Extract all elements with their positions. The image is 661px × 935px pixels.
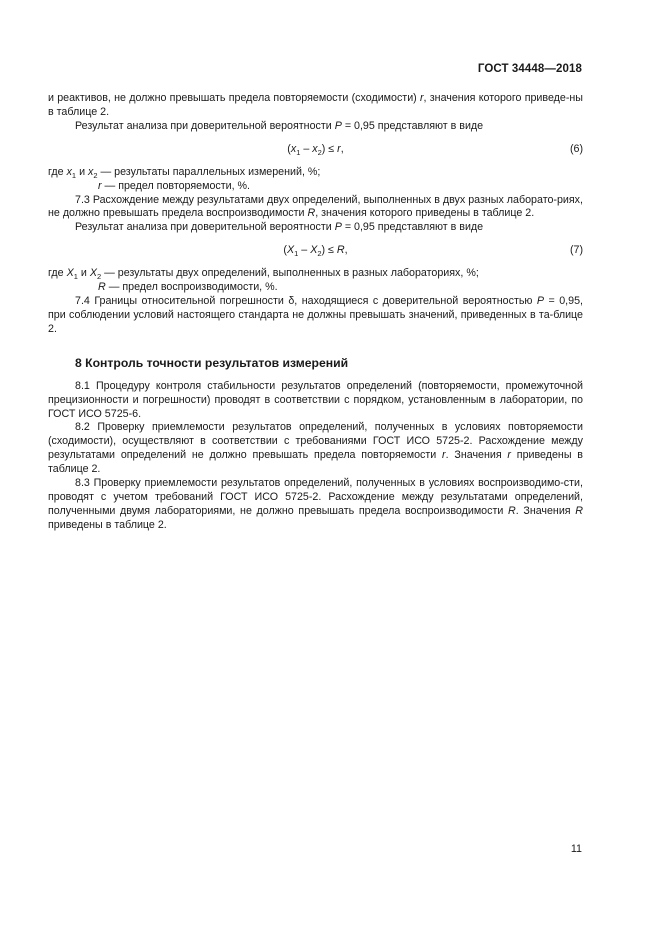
text: и [76, 165, 89, 178]
text: 7.4 Границы относительной погрешности δ, находящиеся с доверительной вероятностью [75, 295, 537, 308]
where-7-line-1 [48, 267, 583, 281]
symbol-p: P [334, 119, 342, 132]
text: – [298, 244, 311, 257]
where-6-line-2 [98, 180, 583, 194]
symbol-R: R [307, 207, 316, 220]
paragraph-7-3 [48, 194, 583, 222]
where-6-line-1 [48, 166, 583, 180]
text: Результат анализа при доверительной вероятности [75, 221, 335, 234]
text: приведены в таблице 2. [48, 449, 583, 476]
text: = 0,95, при соблюдении условий настоящего стандарта не должны превышать значений, приведенных в та-блице 2. [48, 295, 583, 335]
paragraph-continuation [48, 92, 583, 120]
text: . Значения [445, 449, 508, 462]
text: 8.2 Проверку приемлемости результатов определений, полученных в условиях повторяемости (сходимости), осуществляют в соответствии с требованиями ГОСТ ИСО 5725-2. Расхождение между результатами определений не должно превышать предела повторяемости [48, 421, 583, 462]
symbol-r: r [98, 179, 102, 192]
paragraph-result-repeatability [48, 120, 583, 134]
paragraph-8-3 [48, 477, 583, 533]
text: — результаты параллельных измерений, %; [97, 165, 321, 178]
symbol-X: X [89, 267, 97, 280]
subscript: 1 [73, 272, 78, 282]
symbol-r: r [337, 142, 341, 155]
symbol-r: r [419, 92, 424, 104]
text: приведены в таблице 2. [48, 518, 167, 531]
standard-number: ГОСТ 34448—2018 [477, 63, 582, 75]
text: ) ≤ [321, 142, 338, 155]
text: — предел воспроизводимости, %. [105, 281, 278, 294]
symbol-r: r [507, 449, 511, 462]
paragraph-8-2 [48, 421, 583, 477]
section-8-heading: 8 Контроль точности результатов измерений [75, 355, 349, 370]
subscript: 2 [93, 170, 98, 180]
paragraph-8-1: 8.1 Процедуру контроля стабильности результатов определений (повторяемости, промежуточной прецизионности и погрешности) проводят в соответствии с порядком, установленным в лаборатории, по ГОСТ ИСО 5725-6. [48, 379, 583, 420]
text: и реактивов, не должно превышать предела повторяемости (сходимости) [48, 92, 420, 104]
text: = 0,95 представляют в виде [341, 221, 484, 234]
symbol-R: R [336, 244, 345, 257]
text: и [77, 267, 90, 280]
subscript: 2 [317, 147, 322, 157]
symbol-R: R [575, 504, 583, 517]
symbol-X: X [310, 244, 318, 257]
symbol-x: x [290, 142, 297, 155]
text: — предел повторяемости, %. [101, 179, 251, 192]
formula-7 [48, 244, 583, 258]
text: где [48, 165, 67, 178]
symbol-p: P [334, 221, 342, 234]
paragraph-result-reproducibility [48, 221, 583, 235]
symbol-x: x [66, 165, 72, 178]
where-7-line-2 [98, 281, 583, 295]
subscript: 1 [294, 249, 299, 259]
symbol-X: X [66, 267, 74, 280]
text: , значения которого приведе-ны в таблице 2. [48, 92, 583, 118]
text: 8.3 Проверку приемлемости результатов определений, полученных в условиях воспроизводимо-сти, проводят с учетом требований ГОСТ ИСО 5725-2. Расхождение между результатами определений, полученными двумя лабораториями, не должно превышать предела воспроизводимости [48, 477, 583, 517]
text: – [300, 142, 313, 155]
symbol-r: r [442, 449, 446, 462]
text: , [344, 244, 348, 257]
formula-7-expression [48, 244, 583, 258]
page-number: 11 [570, 843, 582, 855]
formula-6-expression [48, 143, 583, 157]
text: . Значения [515, 504, 576, 517]
formula-7-number: (7) [569, 244, 583, 257]
symbol-p: P [536, 295, 545, 308]
formula-6-number: (6) [569, 142, 583, 155]
text: где [48, 267, 67, 280]
symbol-x: x [312, 142, 318, 155]
text: 7.3 Расхождение между результатами двух определений, выполненных в двух разных лаборато-риях, не должно превышать предела воспроизводимости [48, 193, 583, 220]
paragraph-7-4 [48, 295, 583, 337]
text: — результаты двух определений, выполненных в разных лабораториях, %; [101, 267, 479, 280]
text: ( [283, 244, 287, 257]
symbol-R: R [98, 281, 106, 294]
text: , значения которого приведены в таблице 2. [315, 207, 535, 220]
text: = 0,95 представляют в виде [341, 119, 484, 132]
text: Результат анализа при доверительной вероятности [75, 119, 335, 132]
text: ( [287, 142, 291, 155]
page-content [48, 92, 583, 533]
symbol-R: R [508, 504, 516, 517]
subscript: 2 [96, 272, 102, 282]
subscript: 1 [71, 170, 77, 180]
symbol-x: x [88, 165, 94, 178]
text: , [340, 142, 344, 155]
symbol-X: X [286, 244, 295, 257]
formula-6 [48, 143, 583, 157]
subscript: 2 [317, 249, 322, 259]
text: ) ≤ [321, 244, 337, 257]
subscript: 1 [296, 147, 301, 157]
